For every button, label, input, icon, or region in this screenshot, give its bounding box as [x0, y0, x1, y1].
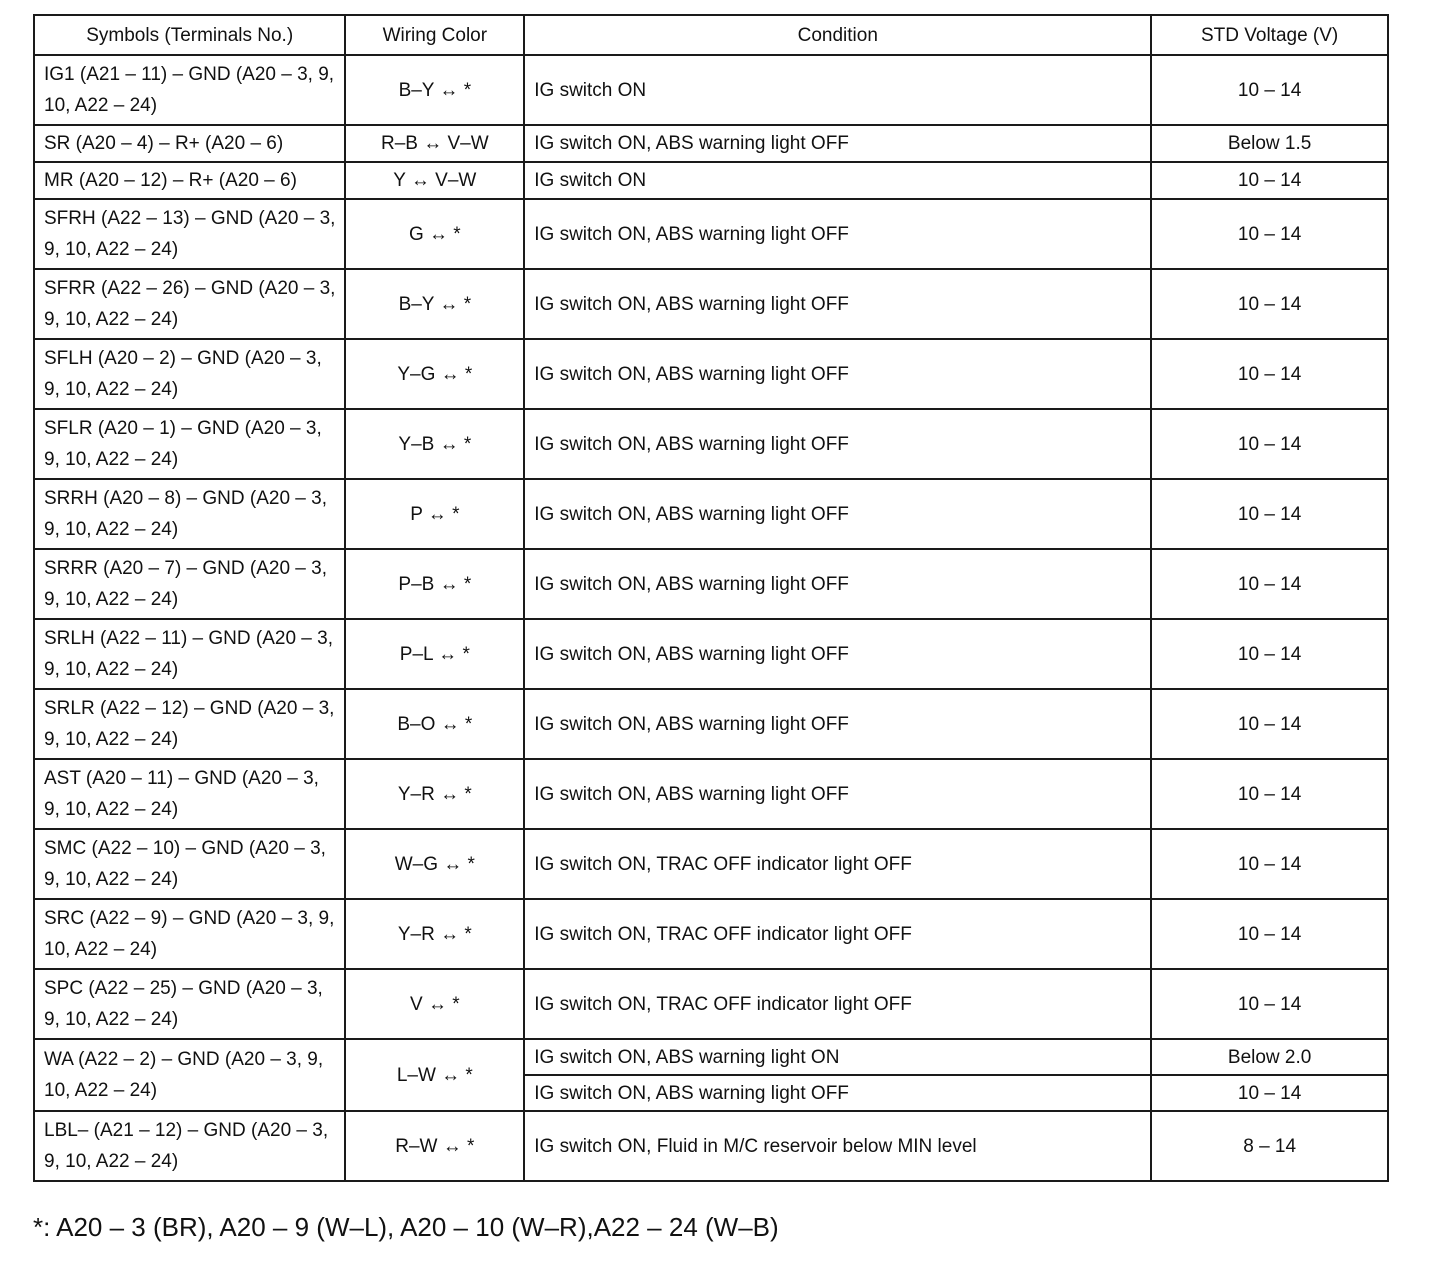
table-header-row [34, 15, 1388, 55]
voltage-cell: 10 – 14 [1151, 759, 1388, 829]
table-row [34, 549, 1388, 619]
table-row [34, 619, 1388, 689]
condition-cell: IG switch ON, ABS warning light OFF [524, 1075, 1151, 1111]
condition-cell: IG switch ON, ABS warning light OFF [524, 549, 1151, 619]
symbol-cell: SFRH (A22 – 13) – GND (A20 – 3, 9, 10, A22 – 24) [34, 199, 345, 269]
wiring-cell: B–Y ↔ * [345, 55, 524, 125]
wiring-cell: R–B ↔ V–W [345, 125, 524, 162]
wiring-cell: B–Y ↔ * [345, 269, 524, 339]
symbol-cell: SRRR (A20 – 7) – GND (A20 – 3, 9, 10, A22 – 24) [34, 549, 345, 619]
voltage-cell: 10 – 14 [1151, 55, 1388, 125]
symbol-cell: SFRR (A22 – 26) – GND (A20 – 3, 9, 10, A22 – 24) [34, 269, 345, 339]
table-row [34, 689, 1388, 759]
condition-cell: IG switch ON, ABS warning light OFF [524, 409, 1151, 479]
condition-cell: IG switch ON, ABS warning light OFF [524, 689, 1151, 759]
table-row [34, 479, 1388, 549]
header-condition: Condition [524, 15, 1151, 55]
voltage-cell: 10 – 14 [1151, 619, 1388, 689]
condition-cell: IG switch ON, TRAC OFF indicator light OFF [524, 969, 1151, 1039]
table-row [34, 125, 1388, 162]
wiring-cell: W–G ↔ * [345, 829, 524, 899]
voltage-cell: 10 – 14 [1151, 269, 1388, 339]
wiring-cell: L–W ↔ * [345, 1039, 524, 1111]
wiring-cell: Y–G ↔ * [345, 339, 524, 409]
table-row [34, 1039, 1388, 1075]
wiring-cell: Y ↔ V–W [345, 162, 524, 199]
condition-cell: IG switch ON [524, 162, 1151, 199]
condition-cell: IG switch ON, ABS warning light ON [524, 1039, 1151, 1075]
symbol-cell: SFLH (A20 – 2) – GND (A20 – 3, 9, 10, A22 – 24) [34, 339, 345, 409]
wiring-cell: G ↔ * [345, 199, 524, 269]
symbol-cell: SMC (A22 – 10) – GND (A20 – 3, 9, 10, A22 – 24) [34, 829, 345, 899]
condition-cell: IG switch ON, TRAC OFF indicator light OFF [524, 829, 1151, 899]
voltage-cell: 10 – 14 [1151, 1075, 1388, 1111]
voltage-cell: 10 – 14 [1151, 829, 1388, 899]
wiring-cell: P ↔ * [345, 479, 524, 549]
table-row [34, 269, 1388, 339]
table-row [34, 759, 1388, 829]
header-wiring-color: Wiring Color [345, 15, 524, 55]
wiring-cell: Y–R ↔ * [345, 899, 524, 969]
voltage-cell: 10 – 14 [1151, 549, 1388, 619]
condition-cell: IG switch ON, ABS warning light OFF [524, 479, 1151, 549]
voltage-cell: 10 – 14 [1151, 479, 1388, 549]
symbol-cell: MR (A20 – 12) – R+ (A20 – 6) [34, 162, 345, 199]
table-row [34, 162, 1388, 199]
wiring-cell: V ↔ * [345, 969, 524, 1039]
symbol-cell: SFLR (A20 – 1) – GND (A20 – 3, 9, 10, A22 – 24) [34, 409, 345, 479]
header-std-voltage: STD Voltage (V) [1151, 15, 1388, 55]
wiring-cell: P–L ↔ * [345, 619, 524, 689]
table-row [34, 1111, 1388, 1181]
table-row [34, 829, 1388, 899]
table-row [34, 55, 1388, 125]
voltage-cell: 10 – 14 [1151, 162, 1388, 199]
symbol-cell: SPC (A22 – 25) – GND (A20 – 3, 9, 10, A22 – 24) [34, 969, 345, 1039]
table-row [34, 899, 1388, 969]
wiring-cell: R–W ↔ * [345, 1111, 524, 1181]
symbol-cell: WA (A22 – 2) – GND (A20 – 3, 9, 10, A22 – 24) [34, 1039, 345, 1111]
symbol-cell: SRRH (A20 – 8) – GND (A20 – 3, 9, 10, A22 – 24) [34, 479, 345, 549]
condition-cell: IG switch ON, ABS warning light OFF [524, 269, 1151, 339]
voltage-cell: 8 – 14 [1151, 1111, 1388, 1181]
condition-cell: IG switch ON, Fluid in M/C reservoir below MIN level [524, 1111, 1151, 1181]
wiring-cell: B–O ↔ * [345, 689, 524, 759]
condition-cell: IG switch ON, ABS warning light OFF [524, 759, 1151, 829]
symbol-cell: LBL– (A21 – 12) – GND (A20 – 3, 9, 10, A22 – 24) [34, 1111, 345, 1181]
table-row [34, 199, 1388, 269]
symbol-cell: IG1 (A21 – 11) – GND (A20 – 3, 9, 10, A22 – 24) [34, 55, 345, 125]
table-row [34, 339, 1388, 409]
symbol-cell: SRLR (A22 – 12) – GND (A20 – 3, 9, 10, A22 – 24) [34, 689, 345, 759]
voltage-cell: Below 2.0 [1151, 1039, 1388, 1075]
condition-cell: IG switch ON, ABS warning light OFF [524, 339, 1151, 409]
symbol-cell: SRLH (A22 – 11) – GND (A20 – 3, 9, 10, A22 – 24) [34, 619, 345, 689]
condition-cell: IG switch ON, ABS warning light OFF [524, 619, 1151, 689]
condition-cell: IG switch ON [524, 55, 1151, 125]
terminal-voltage-table [33, 14, 1389, 1182]
table-row [34, 969, 1388, 1039]
symbol-cell: SRC (A22 – 9) – GND (A20 – 3, 9, 10, A22 – 24) [34, 899, 345, 969]
header-symbols: Symbols (Terminals No.) [34, 15, 345, 55]
table-row [34, 409, 1388, 479]
condition-cell: IG switch ON, TRAC OFF indicator light OFF [524, 899, 1151, 969]
symbol-cell: AST (A20 – 11) – GND (A20 – 3, 9, 10, A22 – 24) [34, 759, 345, 829]
wiring-cell: P–B ↔ * [345, 549, 524, 619]
wiring-cell: Y–B ↔ * [345, 409, 524, 479]
condition-cell: IG switch ON, ABS warning light OFF [524, 199, 1151, 269]
voltage-cell: 10 – 14 [1151, 409, 1388, 479]
condition-cell: IG switch ON, ABS warning light OFF [524, 125, 1151, 162]
ground-wiring-footnote: *: A20 – 3 (BR), A20 – 9 (W–L), A20 – 10 (W–R),A22 – 24 (W–B) [33, 1212, 779, 1242]
voltage-cell: 10 – 14 [1151, 689, 1388, 759]
wiring-cell: Y–R ↔ * [345, 759, 524, 829]
voltage-cell: 10 – 14 [1151, 969, 1388, 1039]
voltage-cell: 10 – 14 [1151, 199, 1388, 269]
voltage-cell: Below 1.5 [1151, 125, 1388, 162]
voltage-cell: 10 – 14 [1151, 339, 1388, 409]
symbol-cell: SR (A20 – 4) – R+ (A20 – 6) [34, 125, 345, 162]
voltage-cell: 10 – 14 [1151, 899, 1388, 969]
